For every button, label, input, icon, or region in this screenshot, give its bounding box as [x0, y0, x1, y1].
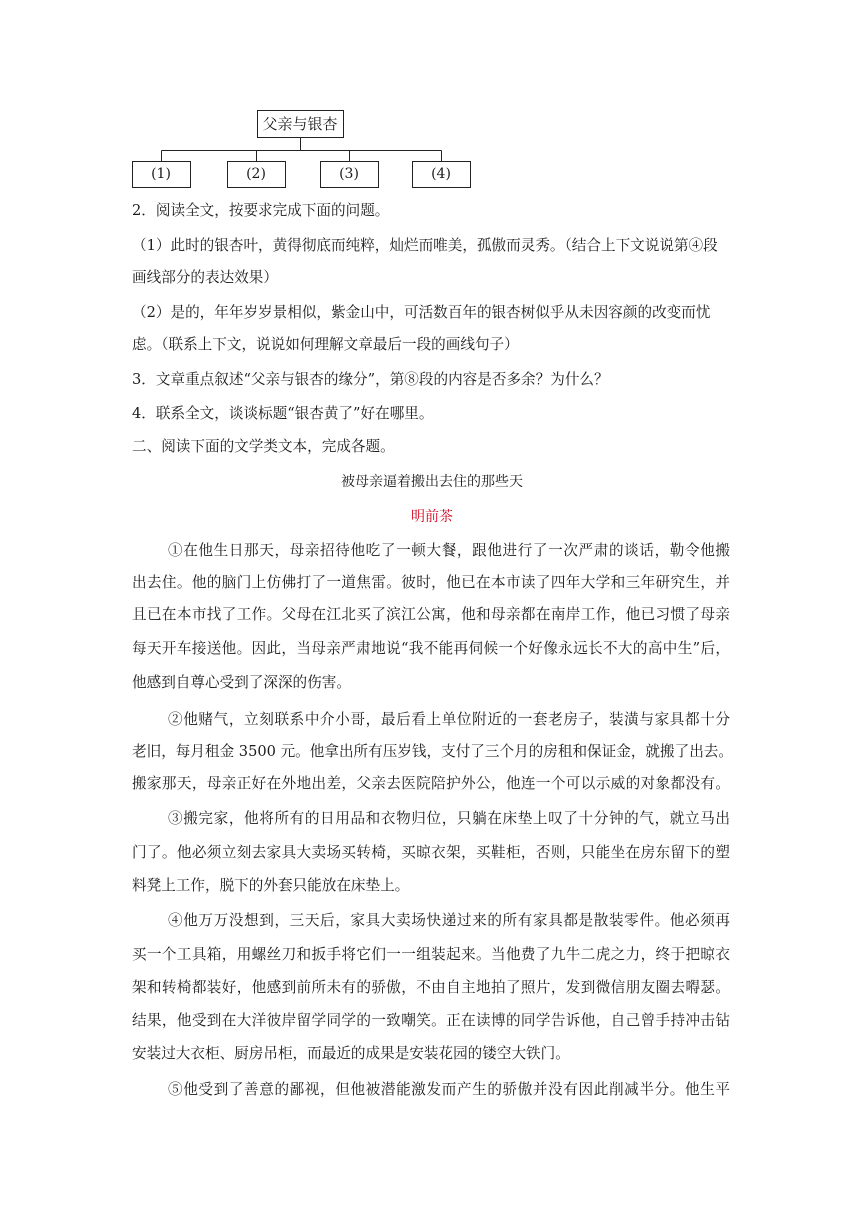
diagram-child-node: (2) — [246, 166, 266, 182]
paragraph-line: 搬家那天，母亲正好在外地出差，父亲去医院陪护外公，他连一个可以示威的对象都没有。 — [132, 775, 730, 792]
paragraph-line: 每天开车接送他。因此，当母亲严肃地说“我不能再伺候一个好像永远长不大的高中生”后， — [132, 640, 730, 657]
diagram-child-node: (4) — [431, 166, 451, 182]
paragraph-line: ②他赌气，立刻联系中介小哥，最后看上单位附近的一套老房子，装潢与家具都十分 — [168, 711, 730, 728]
paragraph-line: 安装过大衣柜、厨房吊柜，而最近的成果是安装花园的镂空大铁门。 — [132, 1045, 570, 1062]
question-4: 4．联系全文，谈谈标题“银杏黄了”好在哪里。 — [132, 405, 434, 422]
structure-diagram — [130, 108, 472, 190]
diagram-child-node: (1) — [151, 166, 171, 182]
paragraph-line: ④他万万没想到，三天后，家具大卖场快递过来的所有家具都是散装零件。他必须再 — [168, 912, 730, 929]
question-2-2-cont: 虑。（联系上下文，说说如何理解文章最后一段的画线句子） — [132, 336, 519, 353]
paragraph-line: 且已在本市找了工作。父母在江北买了滨江公寓，他和母亲都在南岸工作，他已习惯了母亲 — [132, 606, 730, 623]
diagram-root-node: 父亲与银杏 — [262, 115, 338, 133]
question-2-1: （1）此时的银杏叶，黄得彻底而纯粹，灿烂而唯美，孤傲而灵秀。（结合上下文说说第④段 — [132, 237, 718, 254]
question-2-1-cont: 画线部分的表达效果） — [132, 269, 278, 286]
paragraph-line: 买一个工具箱，用螺丝刀和扳手将它们一一组装起来。当他费了九牛二虎之力，终于把晾衣 — [132, 946, 730, 963]
article-author: 明前茶 — [411, 509, 453, 525]
paragraph-line: 结果，他受到在大洋彼岸留学同学的一致嘲笑。正在读博的同学告诉他，自己曾手持冲击钻 — [132, 1012, 730, 1029]
paragraph-line: 老旧，每月租金 3500 元。他拿出所有压岁钱，支付了三个月的房租和保证金，就搬了出去。 — [132, 743, 733, 760]
paragraph-line: ①在他生日那天，母亲招待他吃了一顿大餐，跟他进行了一次严肃的谈话，勒令他搬 — [168, 542, 730, 559]
paragraph-line: 他感到自尊心受到了深深的伤害。 — [132, 674, 351, 691]
paragraph-line: 料凳上工作，脱下的外套只能放在床垫上。 — [132, 877, 410, 894]
question-3: 3．文章重点叙述“父亲与银杏的缘分”，第⑧段的内容是否多余？为什么？ — [132, 371, 609, 388]
paragraph-line: ⑤他受到了善意的鄙视，但他被潜能激发而产生的骄傲并没有因此削减半分。他生平 — [168, 1081, 730, 1098]
question-2-2: （2）是的，年年岁岁景相似，紫金山中，可活数百年的银杏树似乎从未因容颜的改变而忧 — [132, 304, 711, 321]
paragraph-line: ③搬完家，他将所有的日用品和衣物归位，只躺在床垫上叹了十分钟的气，就立马出 — [168, 810, 730, 827]
paragraph-line: 架和转椅都装好，他感到前所未有的骄傲，不由自主地拍了照片，发到微信朋友圈去嘚瑟。 — [132, 979, 730, 996]
article-title: 被母亲逼着搬出去住的那些天 — [341, 474, 523, 490]
diagram-child-node: (3) — [339, 166, 359, 182]
section-2-heading: 二、阅读下面的文学类文本，完成各题。 — [132, 438, 395, 455]
paragraph-line: 出去住。他的脑门上仿佛打了一道焦雷。彼时，他已在本市读了四年大学和三年研究生，并 — [132, 574, 730, 591]
paragraph-line: 门了。他必须立刻去家具大卖场买转椅，买晾衣架，买鞋柜，否则，只能坐在房东留下的塑 — [132, 844, 730, 861]
question-2: 2．阅读全文，按要求完成下面的问题。 — [132, 202, 390, 219]
